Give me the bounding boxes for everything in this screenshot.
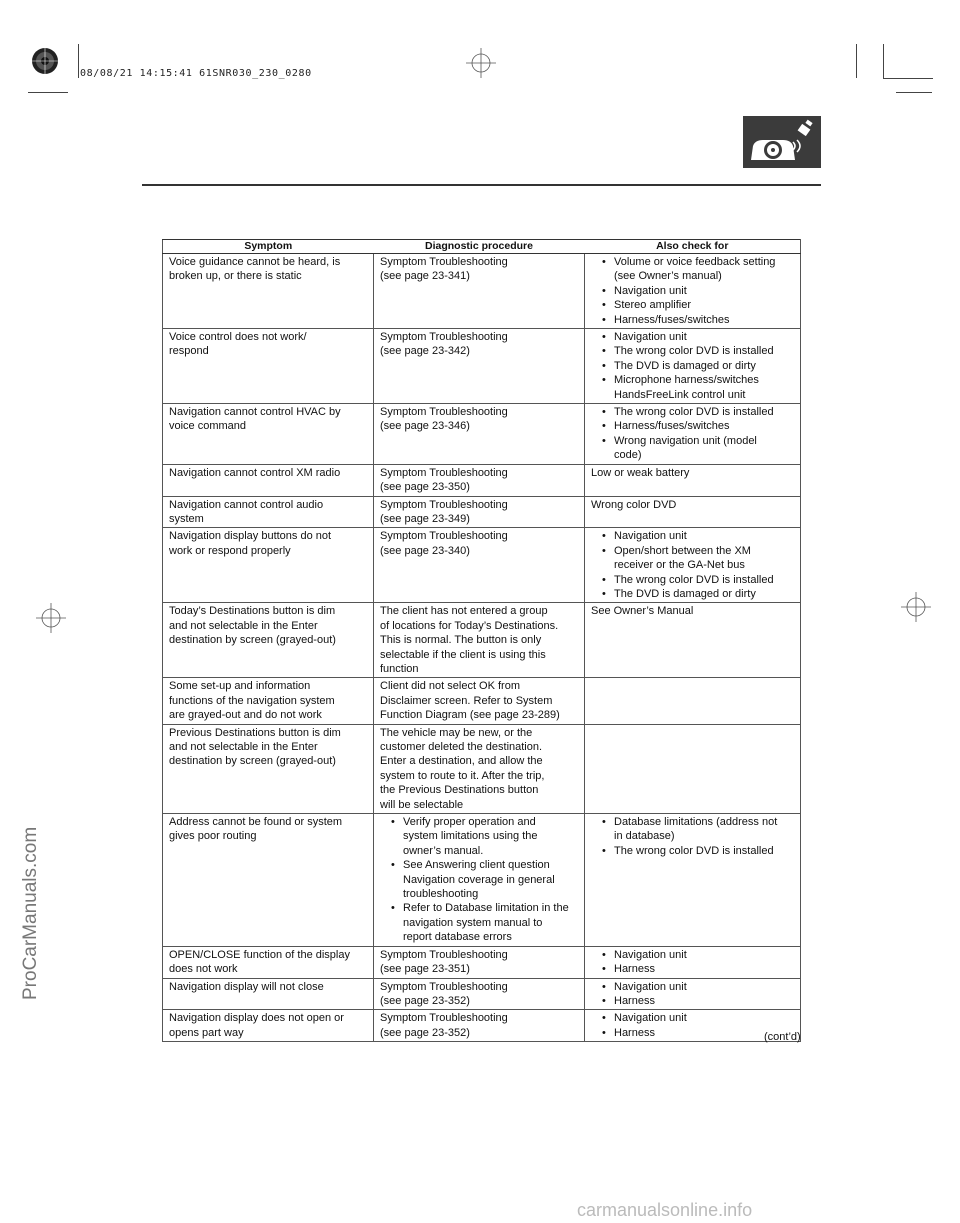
symptom-cell [163,464,374,496]
also-check-bullet: • Wrong navigation unit (model [591,434,796,448]
table-row [163,603,801,678]
also-check-bullet: • The wrong color DVD is installed [591,573,796,587]
procedure-cell [374,724,585,813]
symptom-text: respond [169,345,209,358]
symptom-cell [163,678,374,724]
procedure-text: Symptom Troubleshooting [380,948,508,961]
also-check-bullet: • Microphone harness/switches [591,373,796,387]
also-check-bullet: code) [614,449,642,462]
procedure-text: function [380,662,419,675]
symptom-text: does not work [169,963,238,976]
symptom-cell [163,496,374,528]
also-check-bullet: • The DVD is damaged or dirty [591,587,796,601]
symptom-text: Some set-up and information [169,680,311,693]
symptom-text: work or respond properly [169,544,291,557]
table-row [163,528,801,603]
procedure-text: (see page 23-341) [380,270,470,283]
crop-mark [78,44,79,78]
procedure-text: customer deleted the destination. [380,741,543,753]
also-check-text: Low or weak battery [591,466,690,479]
symptom-text: system [169,512,204,525]
procedure-text: Symptom Troubleshooting [380,256,508,268]
procedure-text: Function Diagram (see page 23-289) [380,709,560,722]
also-check-cell [585,678,801,724]
crop-mark [896,92,932,93]
procedure-bullet-text: • Refer to Database limitation in the [380,901,580,915]
symptom-text: are grayed-out and do not work [169,709,322,722]
procedure-cell [374,404,585,465]
table-row [163,724,801,813]
table-row [163,946,801,978]
also-check-cell [585,814,801,947]
symptom-text: Navigation display does not open or [169,1012,344,1025]
procedure-text: Symptom Troubleshooting [380,530,508,543]
symptom-cell [163,1010,374,1042]
symptom-cell [163,603,374,678]
table-header-row [163,240,801,254]
procedure-text: Symptom Troubleshooting [380,498,508,511]
procedure-cell [374,329,585,404]
also-check-cell [585,329,801,404]
also-check-text: Wrong color DVD [591,498,677,511]
crop-mark [883,78,933,79]
procedure-bullet-text: system limitations using the [403,830,538,843]
procedure-cell [374,528,585,603]
print-stamp: 08/08/21 14:15:41 61SNR030_230_0280 [80,68,312,79]
also-check-cell [585,528,801,603]
also-check-bullet: • Harness/fuses/switches [591,419,796,433]
symptom-cell [163,329,374,404]
procedure-text: (see page 23-351) [380,963,470,976]
procedure-text: (see page 23-346) [380,420,470,433]
procedure-cell [374,603,585,678]
procedure-text: (see page 23-342) [380,345,470,358]
symptom-cell [163,978,374,1010]
table-body [163,254,801,1042]
procedure-text: Enter a destination, and allow the [380,755,543,768]
procedure-text: (see page 23-340) [380,544,470,557]
symptom-text: OPEN/CLOSE function of the display [169,948,350,961]
procedure-bullet-text: owner’s manual. [403,844,484,857]
symptom-text: Today’s Destinations button is dim [169,605,336,618]
procedure-bullet-text: navigation system manual to [403,916,543,929]
table-row [163,496,801,528]
symptom-text: voice command [169,420,247,433]
also-check-bullet: • Navigation unit [591,330,796,344]
procedure-text: (see page 23-350) [380,481,470,494]
procedure-text: Symptom Troubleshooting [380,466,508,479]
also-check-bullet: • The wrong color DVD is installed [591,344,796,358]
table-row [163,404,801,465]
crop-mark [856,44,857,78]
procedure-text: (see page 23-352) [380,1026,470,1039]
crop-mark [28,92,68,93]
symptom-cell [163,254,374,329]
procedure-text: Client did not select OK from [380,680,521,693]
also-check-cell [585,404,801,465]
procedure-text: This is normal. The button is only [380,634,542,647]
symptom-text: Navigation cannot control XM radio [169,466,341,479]
symptom-text: Address cannot be found or system [169,816,343,829]
also-check-bullet: (see Owner’s manual) [614,270,722,283]
also-check-bullet: in database) [614,830,675,843]
symptom-text: gives poor routing [169,830,257,843]
procedure-text: of locations for Today’s Destinations. [380,619,559,632]
symptom-text: destination by screen (grayed-out) [169,755,336,768]
symptom-text: broken up, or there is static [169,270,302,283]
procedure-cell [374,978,585,1010]
also-check-bullet: • Navigation unit [591,284,796,298]
also-check-bullet: • The DVD is damaged or dirty [591,359,796,373]
procedure-text: system to route to it. After the trip, [380,769,545,782]
procedure-cell [374,814,585,947]
table-row [163,1010,801,1042]
symptom-troubleshooting-table [162,239,801,1042]
column-header-diagnostic-procedure: Diagnostic procedure [374,240,585,254]
also-check-bullet: • Harness [591,1026,796,1040]
symptom-text: and not selectable in the Enter [169,619,318,632]
table-row [163,978,801,1010]
procedure-text: the Previous Destinations button [380,784,539,797]
procedure-text: (see page 23-352) [380,994,470,1007]
watermark-footer: carmanualsonline.info [577,1200,753,1220]
also-check-bullet: • Volume or voice feedback setting [591,255,796,269]
symptom-text: and not selectable in the Enter [169,741,318,753]
crosshair-mark-top [466,48,496,78]
symptom-text: Voice control does not work/ [169,331,307,344]
navigation-section-icon [743,116,821,168]
symptom-cell [163,814,374,947]
watermark-left: ProCarManuals.com [20,826,41,1000]
also-check-cell [585,464,801,496]
procedure-text: Symptom Troubleshooting [380,1012,508,1025]
procedure-bullet-text: Navigation coverage in general [403,873,555,886]
crop-mark [883,44,884,78]
also-check-cell [585,724,801,813]
symptom-cell [163,946,374,978]
also-check-bullet: • Harness [591,994,796,1008]
also-check-bullet: • The wrong color DVD is installed [591,844,796,858]
also-check-bullet: HandsFreeLink control unit [614,388,746,401]
column-header-also-check-for: Also check for [585,240,801,254]
procedure-cell [374,1010,585,1042]
procedure-text: Symptom Troubleshooting [380,331,508,344]
procedure-text: The client has not entered a group [380,605,548,618]
procedure-text: Symptom Troubleshooting [380,406,508,419]
procedure-cell [374,464,585,496]
procedure-text: Symptom Troubleshooting [380,980,508,993]
crosshair-mark-right [901,592,931,622]
continued-label: (cont’d) [764,1031,801,1043]
procedure-text: (see page 23-349) [380,512,470,525]
registration-mark-top-left [28,44,62,78]
header-rule [142,184,821,186]
also-check-cell [585,603,801,678]
also-check-cell [585,946,801,978]
procedure-bullet-text: • Verify proper operation and [380,815,580,829]
column-header-symptom: Symptom [163,240,374,254]
also-check-bullet: • Stereo amplifier [591,298,796,312]
also-check-bullet: • Harness/fuses/switches [591,313,796,327]
also-check-cell [585,254,801,329]
also-check-bullet: receiver or the GA-Net bus [614,559,745,572]
also-check-cell [585,978,801,1010]
symptom-text: Previous Destinations button is dim [169,726,341,739]
procedure-cell [374,496,585,528]
symptom-cell [163,528,374,603]
table-row [163,254,801,329]
procedure-cell [374,946,585,978]
table-row [163,464,801,496]
symptom-text: Navigation cannot control audio [169,498,324,511]
also-check-bullet: • Database limitations (address not [591,815,796,829]
also-check-cell [585,496,801,528]
also-check-bullet: • Harness [591,962,796,976]
procedure-text: Disclaimer screen. Refer to System [380,694,553,707]
also-check-bullet: • Open/short between the XM [591,544,796,558]
table-row [163,814,801,947]
procedure-bullet-text: troubleshooting [403,888,479,901]
procedure-bullet-text: • See Answering client question [380,858,580,872]
symptom-text: opens part way [169,1026,244,1039]
also-check-bullet: • Navigation unit [591,529,796,543]
procedure-bullet-text: report database errors [403,931,512,944]
also-check-bullet: • The wrong color DVD is installed [591,405,796,419]
symptom-text: Navigation display will not close [169,980,324,993]
also-check-text: See Owner’s Manual [591,605,694,618]
symptom-text: Voice guidance cannot be heard, is [169,256,341,268]
procedure-text: selectable if the client is using this [380,648,546,661]
symptom-cell [163,724,374,813]
symptom-text: Navigation display buttons do not [169,530,332,543]
also-check-bullet: • Navigation unit [591,948,796,962]
symptom-text: Navigation cannot control HVAC by [169,406,341,419]
symptom-cell [163,404,374,465]
procedure-text: will be selectable [380,798,464,811]
procedure-cell [374,678,585,724]
symptom-text: destination by screen (grayed-out) [169,634,336,647]
procedure-cell [374,254,585,329]
table-row [163,329,801,404]
also-check-bullet: • Navigation unit [591,980,796,994]
procedure-text: The vehicle may be new, or the [380,726,533,739]
also-check-bullet: • Navigation unit [591,1011,796,1025]
table-row [163,678,801,724]
symptom-text: functions of the navigation system [169,694,335,707]
